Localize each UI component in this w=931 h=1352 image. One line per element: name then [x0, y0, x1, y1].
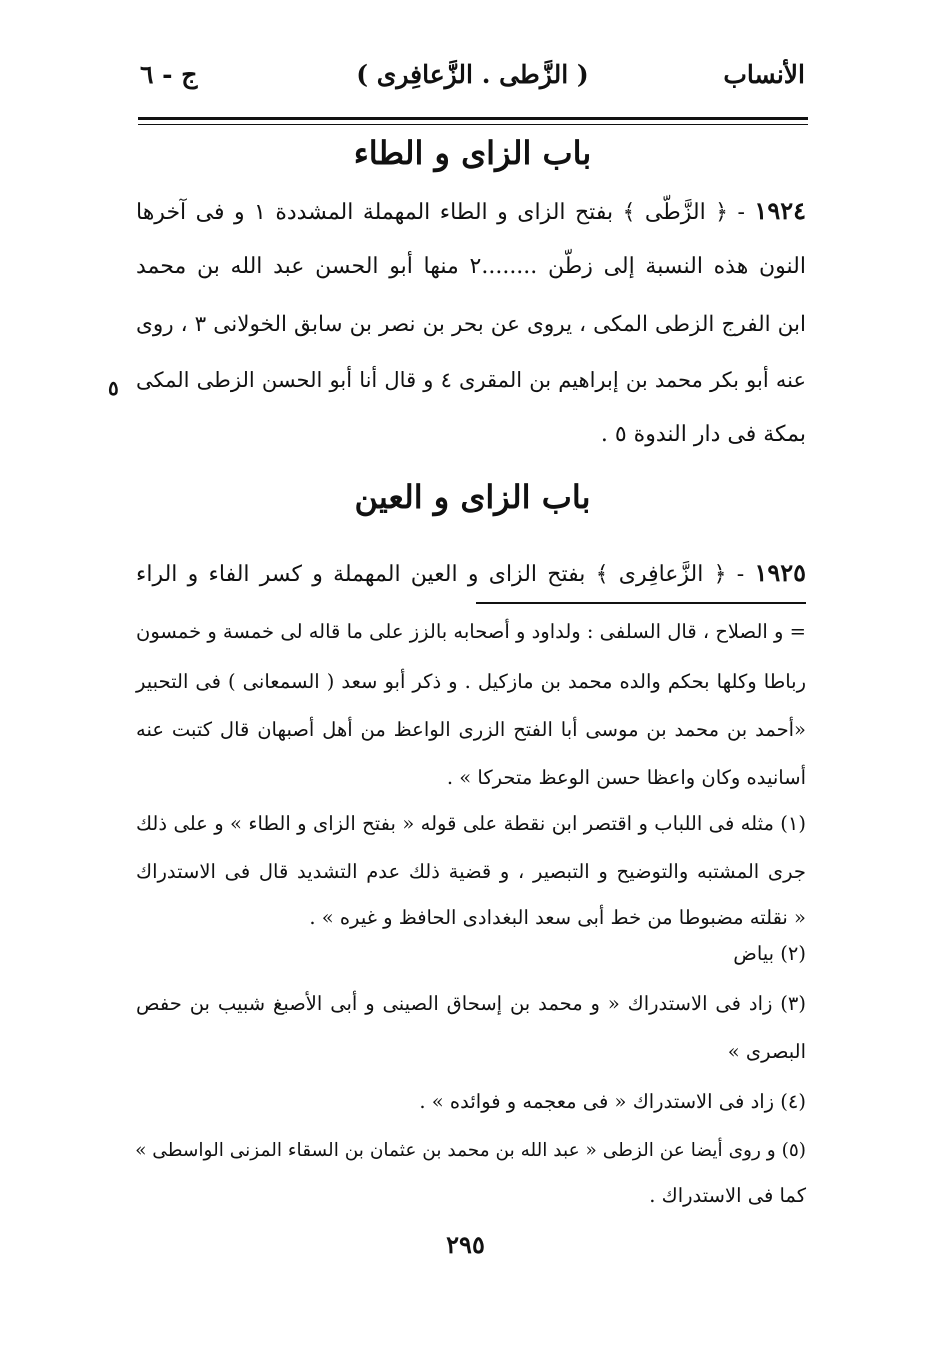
continuation-line-3: «أحمد بن محمد بن موسى أبا الفتح الزرى الواعظ من أهل أصبهان قال كتبت عنه	[136, 718, 806, 741]
entry-1924-line-1	[136, 196, 806, 225]
entry-number: ١٩٢٤	[754, 196, 806, 225]
footnote-2: (٢) بياض	[733, 942, 806, 965]
footnote-5-line-1: (٥) و روى أيضا عن الزطى « عبد الله بن محمد بن عثمان بن السقاء المزنى الواسطى »	[135, 1140, 806, 1161]
book-title: الأنساب	[723, 60, 805, 89]
continuation-line-1: = و الصلاح ، قال السلفى : ولداود و أصحابه بالزز على ما قاله لى خمسة و خمسون	[136, 620, 806, 643]
volume-number: ج - ٦	[140, 60, 198, 89]
entry-1924-line-4: عنه أبو بكر محمد بن إبراهيم بن المقرى ٤ و قال أنا أبو الحسن الزطى المكى	[136, 368, 806, 392]
entry-1924-line-5: بمكة فى دار الندوة ٥ .	[600, 422, 806, 447]
margin-line-number: ٥	[108, 376, 119, 400]
entry-1925-line-1	[136, 558, 806, 587]
running-header	[140, 60, 805, 104]
section-title: ( الزَّطى . الزَّعافِرى )	[356, 60, 589, 89]
continuation-line-2: رباطا وكلها بحكم والده محمد بن مازكيل . و ذكر أبو سعد ( السمعانى ) فى التحبير	[136, 670, 806, 693]
footnote-4: (٤) زاد فى الاستدراك « فى معجمه و فوائده » .	[419, 1090, 806, 1113]
chapter-heading-zay-taa: باب الزاى و الطاء	[353, 134, 592, 172]
footnote-3-line-2: البصرى »	[727, 1040, 806, 1063]
entry-1924-line-3: ابن الفرج الزطى المكى ، يروى عن بحر بن نصر بن سابق الخولانى ٣ ، روى	[136, 312, 806, 337]
chapter-heading-zay-ayn: باب الزاى و العين	[354, 478, 591, 516]
footnote-1-line-3: « نقلته مضبوطا من خط أبى سعد البغدادى الحافظ و غيره » .	[309, 906, 806, 929]
footnote-3-line-1: (٣) زاد فى الاستدراك « و محمد بن إسحاق الصينى و أبى الأصبغ شبيب بن حفص	[136, 992, 806, 1015]
entry-number: ١٩٢٥	[754, 558, 806, 587]
entry-text: - ﴿ الزَّعافِرى ﴾ بفتح الزاى و العين المهملة و كسر الفاء و الراء	[136, 562, 745, 587]
header-rule-thick	[138, 117, 808, 120]
entry-text: - ﴿ الزَّطّى ﴾ بفتح الزاى و الطاء المهملة المشددة ١ و فى آخرها	[136, 200, 745, 225]
footnote-1-line-1: (١) مثله فى اللباب و اقتصر ابن نقطة على قوله « بفتح الزاى و الطاء » و على ذلك	[136, 812, 806, 835]
entry-1924-line-2: النون هذه النسبة إلى زطّن ........٢ منها أبو الحسن عبد الله بن محمد	[136, 254, 807, 279]
page-number: ٢٩٥	[446, 1230, 485, 1259]
footnote-5-line-2: كما فى الاستدراك .	[649, 1184, 806, 1207]
footnote-separator	[476, 602, 806, 604]
continuation-line-4: أسانيده وكان واعظا حسن الوعظ متحركا » .	[446, 766, 806, 789]
header-rule-thin	[138, 124, 808, 125]
footnote-1-line-2: جرى المشتبه والتوضيح و التبصير ، و قضية ذلك عدم التشديد قال فى الاستدراك	[136, 860, 806, 883]
